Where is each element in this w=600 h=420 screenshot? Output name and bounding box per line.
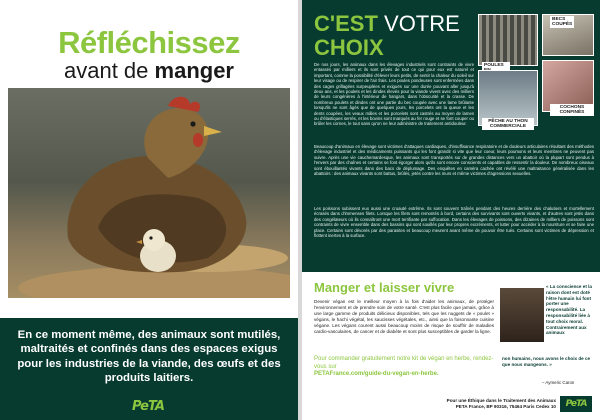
body-paragraph-3: Les poissons subissent eux aussi une cruauté extrême. Ils sont souvent traînés pendant des heures derrière des chalutiers et mortellement écrasés dans d'immenses filets. Lorsque les filets sont remontés à bord, certains des survivants sont ouverts vivants, et d'autres sont jetés dans des congélateurs où ils connaîtront une mort terrifiante par suffocation. Dans les élevages de poissons, des dizaines de milliers de poissons sont contraints de vivre ensemble dans des bassins qui sont souillés par leur propres excréments, et lutter pour accéder à la nourriture et se faire une place. Certains sont dévorés par des parasites et beaucoup meurent avant même de pouvoir être tués. Certains sont victimes de dépression et flottent inertes à la surface. xyxy=(314,206,594,239)
footer-address xyxy=(447,398,556,410)
photo-label-confined-pigs: COCHONS CONFINÉS xyxy=(550,104,594,116)
hero-title-line2-bold: manger xyxy=(154,58,234,83)
left-caption-panel xyxy=(0,318,298,420)
footer-line2: PETA France, BP 90316, 75464 Paris Cedex 10 xyxy=(455,404,556,409)
peta-logo-left: PeTA xyxy=(132,399,164,414)
choice-title-part3: CHOIX xyxy=(314,35,384,60)
hero-title-line1: Réfléchissez xyxy=(58,25,240,60)
author-portrait xyxy=(500,288,544,342)
footer-line1: Pour une Éthique dans le Traitement des Animaux xyxy=(446,398,556,403)
order-kit-intro: Pour commander gratuitement notre kit de végan en herbe, rendez-vous sur xyxy=(314,356,494,370)
photo-label-cut-beaks: BECS COUPÉS xyxy=(552,17,573,27)
vegan-section xyxy=(302,272,600,420)
vegan-section-text: Devenir végan est le meilleur moyen à la fois d'aider les animaux, de protéger l'environnement et de prendre soin de votre santé. C'est plus facile que jamais, grâce à une large gamme de produits délicieux disponibles, tels que les nuggets de « poulet » végans, le hachi végétal, les saucisses végétales, etc., ainsi que la foisonnante cuisine végane. Les végans courent aussi beaucoup moins de risque de souffrir de maladies cardio-vasculaires, de cancer et de diabète et sont plus susceptibles de garder la ligne. xyxy=(314,299,494,334)
photo-label-tuna-fishing: PÊCHE AU THON COMMERCIALE xyxy=(482,118,534,130)
hen-photo xyxy=(8,88,290,298)
right-page xyxy=(302,0,600,420)
quote-text-part2: non humains, nous avons le choix de ce que nous mangeons. » xyxy=(502,356,591,367)
peta-logo-footer: PeTA xyxy=(560,396,592,412)
hero-title-line2-pre: avant de xyxy=(64,58,155,83)
photo-battery-hens xyxy=(478,14,538,66)
choice-title-part2: VOTRE xyxy=(377,11,460,36)
order-kit-link[interactable]: PETAFrance.com/guide-du-vegan-en-herbe. xyxy=(314,371,439,378)
hen-illustration xyxy=(8,88,290,298)
left-page xyxy=(0,0,298,420)
vegan-section-title: Manger et laisser vivre xyxy=(314,280,455,295)
order-kit-text xyxy=(314,356,494,379)
quote-text-part1: « La conscience et la raison dont est doté l'être humain lui font porter une responsabilité. La responsabilité liée à tout choix moral. Contrairement aux animaux xyxy=(546,284,592,336)
choice-section xyxy=(302,0,600,272)
photo-label-battery-hens: POULES xyxy=(482,62,510,79)
hero-title-line2 xyxy=(0,59,298,83)
body-paragraph-2: Beaucoup d'animaux en élevage sont victimes d'attaques cardiaques, d'insuffisance respiratoire et de douleurs articulaires résultant des méthodes d'élevage industriel et des médicaments puissants qui les font grandir si vite que leur coeur, leurs poumons et leurs membres ne peuvent pas suivre. Après une vie cauchemardesque, les animaux sont transportés sur de grandes distances vers un abattoir où la plupart sont pendus à l'envers par des chaînes et certains se font égorger alors qu'ils sont encore conscients et capables de ressentir la douleur. De nombreux oiseaux sont ébouillantés vivants dans des bacs de déplumage. Des enquêtes en caméra cachée ont révélé une maltraitance généralisée dans les abattoirs : des animaux vivants sont battus, brûlés, jetés contre les murs et même victimes d'agressions sexuelles. xyxy=(314,144,594,177)
left-caption-text: En ce moment même, des animaux sont mutilés, maltraités et confinés dans des espaces exigus pour les industries de la viande, des œufs et des produits laitiers. xyxy=(17,329,281,385)
hero-title xyxy=(0,26,298,83)
body-paragraph-1: De nos jours, les animaux dans les élevages industriels sont contraints de vivre entassés par milliers et ils sont privés de tout ce qui pour eux est naturel et important, comme la possibilité d'élever leurs petits, de sentir la chaleur du soleil sur leur visage ou de respirer de l'air frais. Les poules pondeuses sont enfermées dans des cages grillagées surpeuplées et exiguës sur une durée pouvant aller jusqu'à deux ans, et les poulets et les dindes élevés pour la viande vivent avec des milliers de leurs congénères à l'intérieur de hangars, dans l'obscurité et la crasse. De nombreux poulets et dindes ont une partie du bec coupée avec une lame brûlante lorsqu'ils ne sont âgés que de quelques jours, les porcelets ont la queue et les dents coupées, les veaux mâles et les porcelets sont castrés au moyen de lames ou d'élastiques serrés, et les bovins sont marqués au fer rouge et se font couper ou brûler les cornes, le tout sans qu'on ne leur administre de traitement antidouleur. xyxy=(314,62,474,127)
quote-author: – Aymeric Caron xyxy=(542,380,575,385)
choice-title-part1: C'EST xyxy=(314,11,378,36)
choice-title xyxy=(314,12,460,60)
